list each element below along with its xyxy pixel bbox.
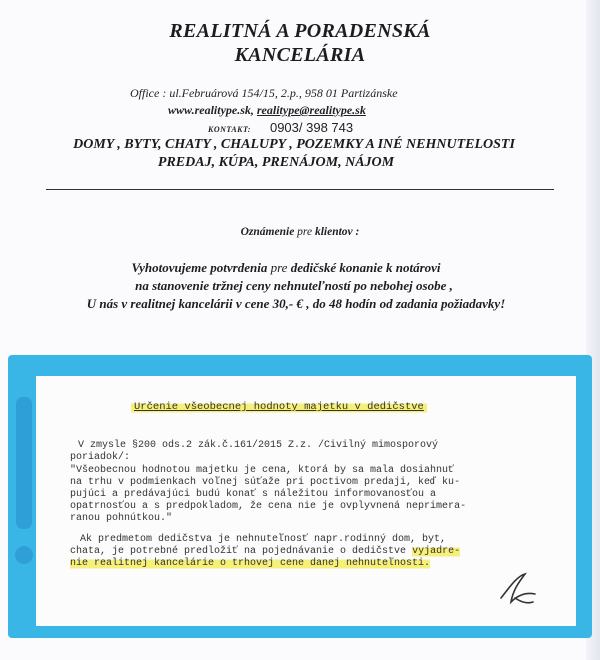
notice-heading-suffix: klientov :	[314, 226, 360, 238]
notice-line-1-small: pre	[270, 260, 288, 275]
contact-row	[208, 120, 353, 136]
notice-heading-prefix: Oznámenie	[240, 226, 295, 238]
excerpt-para2-line: Ak predmetom dedičstva je nehnuteľnosť napr.rodinný dom, byt,	[80, 534, 447, 545]
notice-heading-small: pre	[297, 226, 313, 238]
office-address: Office : ul.Februárová 154/15, 2.p., 958 01 Partizánske	[130, 86, 398, 100]
exclamation-icon	[16, 397, 32, 529]
notice-line-1	[0, 260, 586, 276]
company-name-line2: KANCELÁRIA	[234, 44, 366, 66]
notice-line-1-b: dedičské konanie k notárovi	[290, 260, 441, 275]
notice-line-3: U nás v realitnej kancelárii v cene 30,- € , do 48 hodín od zadania požiadavky!	[86, 296, 506, 311]
company-name-line1: REALITNÁ A PORADENSKÁ	[169, 20, 431, 42]
excerpt-para2-line	[70, 546, 460, 558]
excerpt-line: pujúci a predávajúci budú konať s náležitou informovanosťou a	[70, 489, 437, 500]
excerpt-line: poriadok/:	[70, 452, 131, 463]
excerpt-line: ranou pohnútkou."	[70, 513, 173, 524]
excerpt-line: "Všeobecnou hodnotou majetku je cena, ktorá by sa mala dosiahnuť	[70, 465, 455, 476]
notice-heading	[0, 226, 600, 238]
notice-line-1-a: Vyhotovujeme potvrdenia	[131, 260, 268, 275]
web-contact: www.realitype.sk, realitype@realitype.sk	[168, 103, 366, 117]
excerpt-line: na trhu v podmienkach voľnej súťaže pri poctivom predaji, keď ku-	[70, 477, 461, 488]
contact-label: KONTAKT:	[208, 125, 251, 134]
email-link[interactable]: realitype@realitype.sk	[256, 103, 366, 117]
property-types: DOMY , BYTY, CHATY , CHALUPY , POZEMKY A INÉ NEHNUTELOSTI	[73, 137, 515, 152]
service-types: PREDAJ, KÚPA, PRENÁJOM, NÁJOM	[157, 155, 395, 170]
exclamation-dot-icon	[15, 546, 33, 564]
excerpt-title: Určenie všeobecnej hodnoty majetku v dedičstve	[131, 401, 427, 413]
excerpt-para2-plain: chata, je potrebné predložiť na pojednávanie o dedičstve	[70, 546, 413, 557]
excerpt-para2-line	[70, 558, 430, 570]
website-link[interactable]: www.realitype.sk	[168, 103, 251, 117]
excerpt-line: V zmysle §200 ods.2 zák.č.161/2015 Z.z. /Civilný mimosporový	[78, 440, 439, 451]
signature-icon	[495, 568, 541, 610]
notice-line-2: na stanovenie tržnej ceny nehnuteľností po nebohej osobe ,	[135, 278, 453, 293]
excerpt-highlight: nie realitnej kancelárie o trhovej cene danej nehnuteľnosti.	[70, 558, 431, 569]
excerpt-highlight: vyjadre-	[412, 546, 461, 557]
excerpt-line: opatrnosťou a s predpokladom, že cena nie je ovplyvnená neprimera-	[70, 501, 467, 512]
phone-number: 0903/ 398 743	[269, 120, 354, 135]
header-divider	[46, 189, 554, 190]
